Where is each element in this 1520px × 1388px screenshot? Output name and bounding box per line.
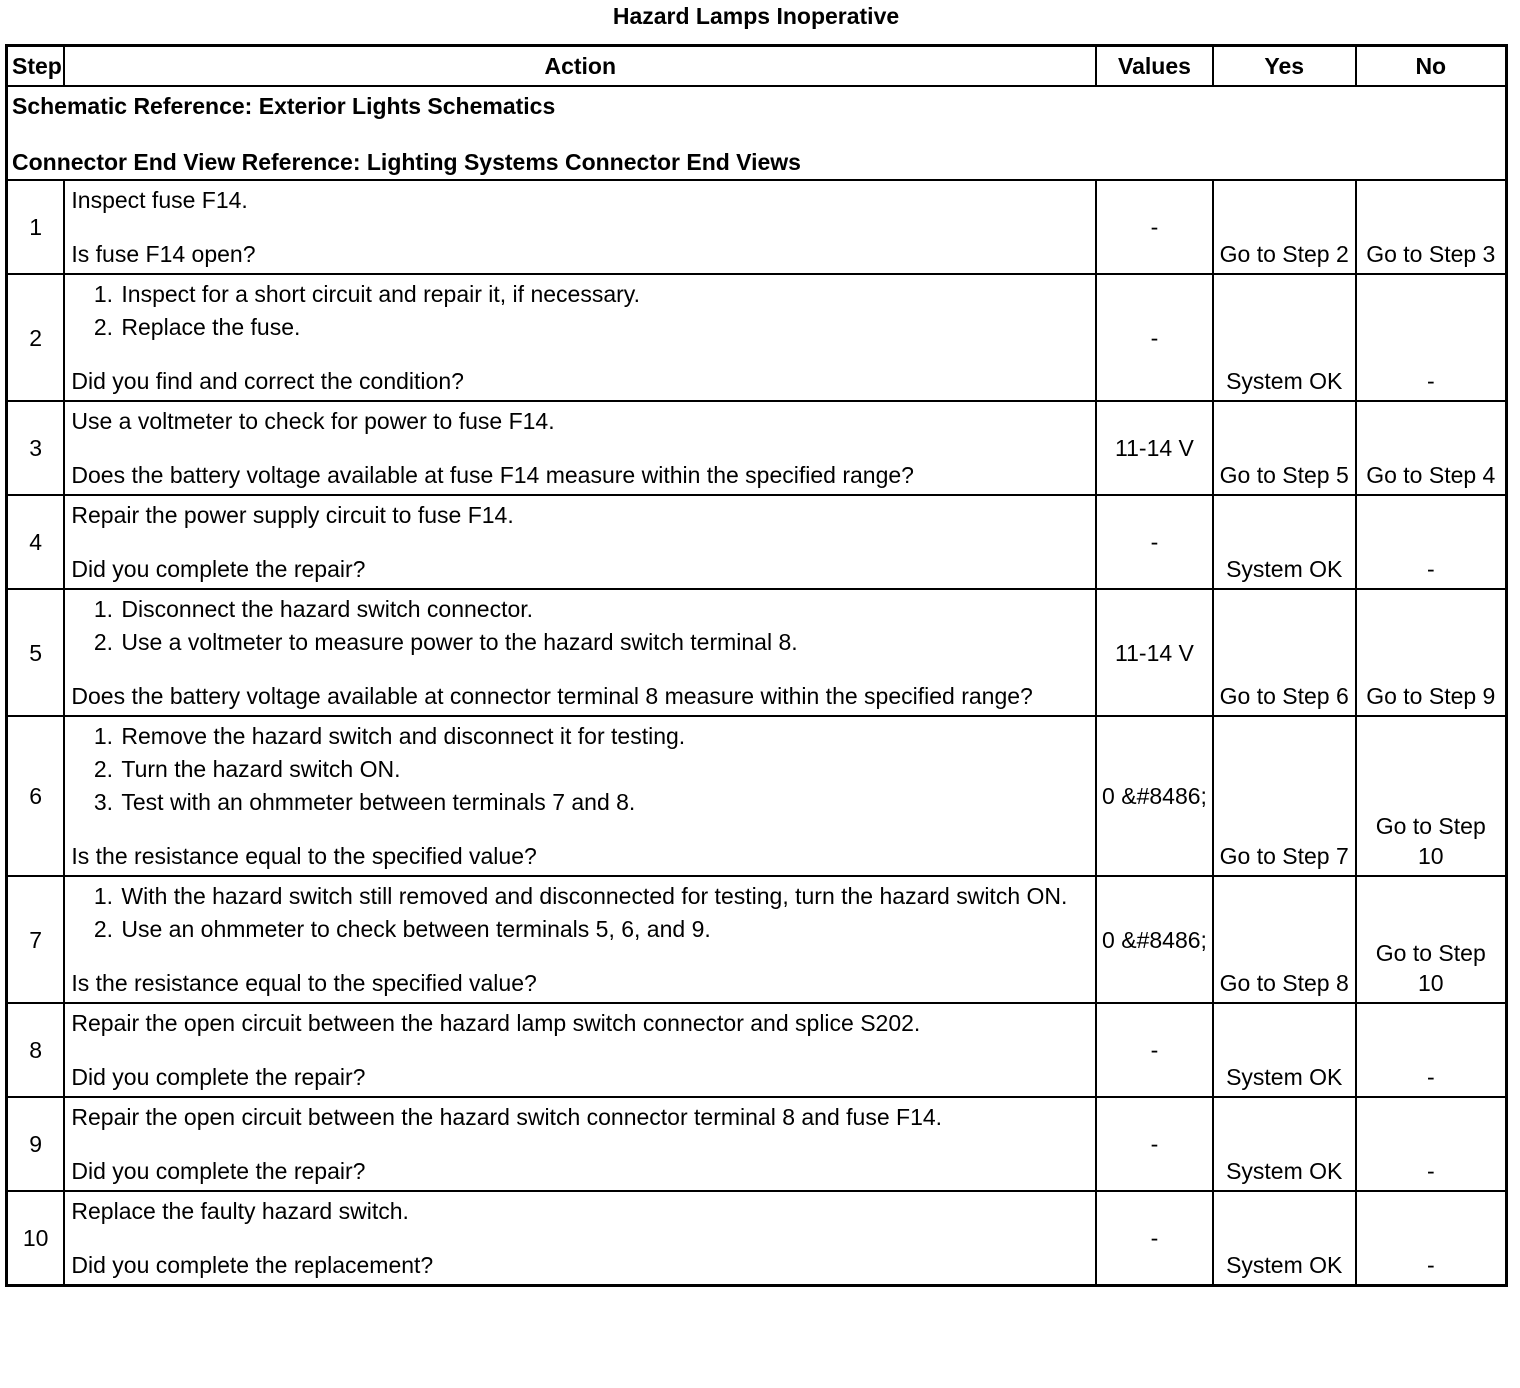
action-list xyxy=(71,279,1089,342)
header-step: Step xyxy=(7,46,65,87)
action-list-item: 3. Test with an ohmmeter between terminals 7 and 8. xyxy=(119,787,1089,817)
action-text: Repair the open circuit between the hazard switch connector terminal 8 and fuse F14. xyxy=(71,1104,943,1130)
step-number: 3 xyxy=(7,401,65,495)
table-row xyxy=(7,1097,1507,1191)
action-cell xyxy=(64,589,1096,716)
action-list-item: 1. Remove the hazard switch and disconnect it for testing. xyxy=(119,721,1089,751)
action-list-item: 1. With the hazard switch still removed and disconnected for testing, turn the hazard switch ON. xyxy=(119,881,1089,911)
action-list xyxy=(71,594,1089,657)
action-cell xyxy=(64,495,1096,589)
action-cell xyxy=(64,1191,1096,1286)
header-yes: Yes xyxy=(1213,46,1356,87)
action-list-item: 2. Replace the fuse. xyxy=(119,312,1089,342)
action-list-item: 1. Disconnect the hazard switch connector. xyxy=(119,594,1089,624)
schematic-reference[interactable]: Schematic Reference: Exterior Lights Schematics xyxy=(12,93,556,119)
yes-cell: Go to Step 8 xyxy=(1213,876,1356,1003)
table-row xyxy=(7,180,1507,274)
table-row xyxy=(7,495,1507,589)
value-cell: - xyxy=(1096,1003,1213,1097)
yes-cell: Go to Step 6 xyxy=(1213,589,1356,716)
value-cell: 0 &#8486; xyxy=(1096,716,1213,876)
action-cell xyxy=(64,1097,1096,1191)
header-action: Action xyxy=(64,46,1096,87)
reference-row xyxy=(7,86,1507,180)
action-question: Does the battery voltage available at connector terminal 8 measure within the specified range? xyxy=(71,683,1033,709)
no-cell: - xyxy=(1356,1097,1507,1191)
table-row xyxy=(7,274,1507,401)
value-cell: 0 &#8486; xyxy=(1096,876,1213,1003)
no-cell: Go to Step 4 xyxy=(1356,401,1507,495)
action-question: Did you complete the repair? xyxy=(71,1158,366,1184)
diagnostic-table xyxy=(5,44,1508,1287)
no-cell: - xyxy=(1356,274,1507,401)
no-cell: Go to Step 10 xyxy=(1356,876,1507,1003)
table-row xyxy=(7,876,1507,1003)
yes-cell: Go to Step 5 xyxy=(1213,401,1356,495)
action-list-item: 1. Inspect for a short circuit and repair it, if necessary. xyxy=(119,279,1089,309)
action-cell xyxy=(64,716,1096,876)
header-no: No xyxy=(1356,46,1507,87)
action-text: Replace the faulty hazard switch. xyxy=(71,1198,409,1224)
no-cell: Go to Step 3 xyxy=(1356,180,1507,274)
value-cell: 11-14 V xyxy=(1096,589,1213,716)
yes-cell: System OK xyxy=(1213,1003,1356,1097)
no-cell: - xyxy=(1356,495,1507,589)
yes-cell: System OK xyxy=(1213,1097,1356,1191)
action-question: Is the resistance equal to the specified value? xyxy=(71,843,537,869)
action-text: Use a voltmeter to check for power to fuse F14. xyxy=(71,408,555,434)
page-title: Hazard Lamps Inoperative xyxy=(612,3,900,29)
action-question: Does the battery voltage available at fuse F14 measure within the specified range? xyxy=(71,462,914,488)
action-text: Inspect fuse F14. xyxy=(71,187,248,213)
step-number: 10 xyxy=(7,1191,65,1286)
table-row xyxy=(7,1003,1507,1097)
no-cell: - xyxy=(1356,1003,1507,1097)
header-row xyxy=(7,46,1507,87)
value-cell: - xyxy=(1096,180,1213,274)
yes-cell: Go to Step 7 xyxy=(1213,716,1356,876)
no-cell: Go to Step 9 xyxy=(1356,589,1507,716)
yes-cell: Go to Step 2 xyxy=(1213,180,1356,274)
action-list xyxy=(71,881,1089,944)
action-cell xyxy=(64,876,1096,1003)
table-row xyxy=(7,401,1507,495)
step-number: 9 xyxy=(7,1097,65,1191)
yes-cell: System OK xyxy=(1213,495,1356,589)
action-cell xyxy=(64,401,1096,495)
value-cell: 11-14 V xyxy=(1096,401,1213,495)
yes-cell: System OK xyxy=(1213,274,1356,401)
table-row xyxy=(7,589,1507,716)
action-cell xyxy=(64,180,1096,274)
action-cell xyxy=(64,274,1096,401)
step-number: 7 xyxy=(7,876,65,1003)
action-text: Repair the open circuit between the hazard lamp switch connector and splice S202. xyxy=(71,1010,921,1036)
step-number: 4 xyxy=(7,495,65,589)
table-row xyxy=(7,1191,1507,1286)
action-list xyxy=(71,721,1089,817)
no-cell: Go to Step 10 xyxy=(1356,716,1507,876)
header-values: Values xyxy=(1096,46,1213,87)
value-cell: - xyxy=(1096,274,1213,401)
value-cell: - xyxy=(1096,1191,1213,1286)
action-question: Did you complete the replacement? xyxy=(71,1252,434,1278)
action-question: Did you complete the repair? xyxy=(71,556,366,582)
value-cell: - xyxy=(1096,1097,1213,1191)
action-question: Did you complete the repair? xyxy=(71,1064,366,1090)
step-number: 2 xyxy=(7,274,65,401)
action-question: Did you find and correct the condition? xyxy=(71,368,464,394)
step-number: 1 xyxy=(7,180,65,274)
action-text: Repair the power supply circuit to fuse F14. xyxy=(71,502,514,528)
action-list-item: 2. Use an ohmmeter to check between terminals 5, 6, and 9. xyxy=(119,914,1089,944)
step-number: 5 xyxy=(7,589,65,716)
no-cell: - xyxy=(1356,1191,1507,1286)
yes-cell: System OK xyxy=(1213,1191,1356,1286)
action-question: Is fuse F14 open? xyxy=(71,241,256,267)
action-list-item: 2. Use a voltmeter to measure power to the hazard switch terminal 8. xyxy=(119,627,1089,657)
step-number: 8 xyxy=(7,1003,65,1097)
step-number: 6 xyxy=(7,716,65,876)
value-cell: - xyxy=(1096,495,1213,589)
table-row xyxy=(7,716,1507,876)
action-question: Is the resistance equal to the specified value? xyxy=(71,970,537,996)
connector-reference[interactable]: Connector End View Reference: Lighting Systems Connector End Views xyxy=(12,149,801,175)
action-list-item: 2. Turn the hazard switch ON. xyxy=(119,754,1089,784)
action-cell xyxy=(64,1003,1096,1097)
reference-cell xyxy=(7,86,1507,180)
